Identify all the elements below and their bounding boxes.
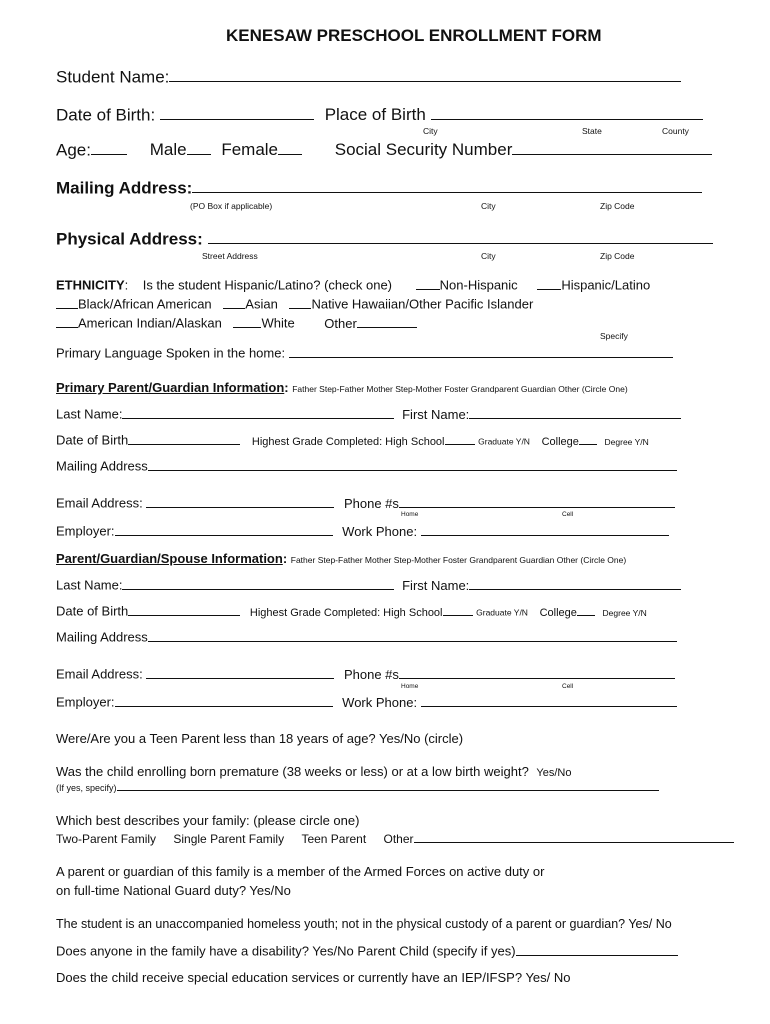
specify-hint: Specify [600,331,628,341]
mailing-city-hint: City [481,201,496,211]
g1-cell-hint: Cell [562,511,574,518]
female-field[interactable] [278,139,302,155]
family-single-parent[interactable]: Single Parent Family [173,831,285,846]
place-of-birth-label: Place of Birth [324,105,426,125]
g2-name-row [56,577,681,593]
g1-last-label: Last Name: [56,406,123,422]
family-options-row [56,831,734,846]
age-row [56,139,712,160]
non-hispanic-label: Non-Hispanic [439,277,518,293]
g1-degree-label: Degree Y/N [604,436,649,447]
ethnicity-row-2 [56,296,533,312]
g2-first-label: First Name: [402,577,470,593]
g1-mailing-row [56,458,677,474]
family-other[interactable]: Other [383,831,414,846]
premature-specify-label: (If yes, specify) [56,783,117,794]
dob-row [56,104,703,125]
g2-employer-field[interactable] [115,694,333,707]
g2-email-row [56,666,675,682]
language-field[interactable] [289,345,673,358]
g1-employer-row [56,523,669,539]
g1-email-row [56,495,675,511]
hispanic-label: Hispanic/Latino [561,277,651,293]
g2-dob-row [56,603,647,619]
dob-label: Date of Birth: [56,105,156,125]
homeless-question: The student is an unaccompanied homeless youth; not in the physical custody of a parent or guardian? Yes/ No [56,917,672,931]
language-label: Primary Language Spoken in the home: [56,345,286,361]
g2-college-field[interactable] [577,603,595,616]
premature-yn: Yes/No [536,767,572,779]
g2-cell-hint: Cell [562,683,574,690]
student-name-row [56,66,681,87]
physical-street-hint: Street Address [202,251,258,261]
g2-dob-field[interactable] [128,603,240,616]
guardian1-relations: Father Step-Father Mother Step-Mother Foster Grandparent Guardian Other (Circle One) [292,384,628,394]
g2-grade-label: Highest Grade Completed: High School [249,606,443,619]
student-name-field[interactable] [169,66,681,82]
g1-email-label: Email Address: [56,495,143,511]
guardian1-heading-row: Primary Parent/Guardian Information: Father Step-Father Mother Step-Mother Foster Grandparent Guardian Other (Circle One) [56,380,628,395]
g2-mailing-label: Mailing Address [56,629,148,645]
mailing-row: Mailing Address: [56,177,702,198]
g2-grad-label: Graduate Y/N [476,607,528,618]
premature-question: Was the child enrolling born premature (38 weeks or less) or at a low birth weight? [56,764,529,779]
pob-city-hint: City [423,126,438,136]
g2-phone-label: Phone #s [343,666,399,682]
g1-name-row [56,406,681,422]
g2-email-field[interactable] [146,666,334,679]
non-hispanic-check[interactable] [416,277,440,290]
mailing-field[interactable] [192,177,702,193]
ssn-field[interactable] [512,139,712,155]
g2-degree-label: Degree Y/N [602,607,647,618]
pob-county-hint: County [662,126,689,136]
hispanic-check[interactable] [537,277,561,290]
g1-phone-label: Phone #s [343,495,399,511]
other-label: Other [324,315,357,331]
ethnicity-row-3 [56,315,417,331]
g1-dob-field[interactable] [128,432,240,445]
guardian2-relations: Father Step-Father Mother Step-Mother Foster Grandparent Guardian Other (Circle One) [290,555,627,565]
ssn-label: Social Security Number [334,140,513,160]
g1-dob-label: Date of Birth [56,432,129,448]
g2-home-hint: Home [401,683,419,690]
physical-row: Physical Address: [56,228,713,249]
ethnicity-label: ETHNICITY [56,277,125,293]
ethnicity-question: Is the student Hispanic/Latino? (check one) [142,277,393,293]
g2-mailing-field[interactable] [148,629,677,642]
premature-specify-field[interactable] [117,782,659,791]
g1-college-field[interactable] [579,432,597,445]
mailing-po-hint: (PO Box if applicable) [190,201,273,211]
g2-employer-label: Employer: [56,694,115,710]
g2-work-label: Work Phone: [342,694,418,710]
disability-row [56,943,678,959]
asian-label: Asian [245,296,278,312]
g1-college-label: College [541,435,579,448]
physical-label: Physical Address [56,229,198,249]
page-title: KENESAW PRESCHOOL ENROLLMENT FORM [226,26,602,45]
family-question: Which best describes your family: (please circle one) [56,813,360,828]
g1-employer-label: Employer: [56,523,115,539]
pob-state-hint: State [582,126,602,136]
place-of-birth-field[interactable] [431,104,703,120]
male-label: Male [149,140,187,160]
physical-zip-hint: Zip Code [600,251,635,261]
g1-dob-row [56,432,649,448]
armed-forces-question-1: A parent or guardian of this family is a member of the Armed Forces on active duty or [56,864,545,879]
g2-email-label: Email Address: [56,666,143,682]
teen-parent-question: Were/Are you a Teen Parent less than 18 years of age? Yes/No (circle) [56,731,464,746]
pacific-label: Native Hawaiian/Other Pacific Islander [311,296,534,312]
g1-work-label: Work Phone: [342,523,418,539]
physical-city-hint: City [481,251,496,261]
disability-specify-field[interactable] [516,943,678,956]
g1-last-field[interactable] [122,406,394,419]
premature-row [56,764,571,779]
other-field[interactable] [357,315,417,328]
g1-first-field[interactable] [469,406,681,419]
dob-field[interactable] [160,104,314,120]
black-label: Black/African American [78,296,212,312]
disability-question: Does anyone in the family have a disability? Yes/No Parent Child (specify if yes) [56,943,516,959]
student-name-label: Student Name: [56,67,170,87]
male-field[interactable] [187,139,211,155]
premature-specify-row [56,782,659,793]
g1-first-label: First Name: [402,406,470,422]
g2-first-field[interactable] [469,577,681,590]
g2-last-field[interactable] [122,577,394,590]
language-row [56,345,673,361]
g2-work-field[interactable] [421,694,677,707]
g1-home-hint: Home [401,511,419,518]
ethnicity-row-1: ETHNICITY: Is the student Hispanic/Latino? (check one) Non-Hispanic Hispanic/Latino [56,277,651,293]
black-check[interactable] [56,296,78,309]
asian-check[interactable] [223,296,245,309]
g1-grad-label: Graduate Y/N [478,436,530,447]
mailing-label: Mailing Address [56,178,187,198]
g1-grade-label: Highest Grade Completed: High School [251,435,445,448]
pacific-check[interactable] [289,296,311,309]
g2-phone-field[interactable] [399,666,675,679]
g1-work-field[interactable] [421,523,669,536]
g2-employer-row [56,694,677,710]
g1-mailing-field[interactable] [148,458,677,471]
g2-dob-label: Date of Birth [56,603,129,619]
g2-mailing-row [56,629,677,645]
guardian2-heading-row: Parent/Guardian/Spouse Information: Father Step-Father Mother Step-Mother Foster Grandparent Guardian Other (Circle One) [56,551,627,566]
white-check[interactable] [233,315,261,328]
family-teen-parent[interactable]: Teen Parent [301,831,367,846]
age-label: Age: [56,140,91,160]
guardian1-heading: Primary Parent/Guardian Information [56,380,285,395]
physical-field[interactable] [208,228,713,244]
female-label: Female [221,140,278,160]
g1-hs-field[interactable] [445,432,475,445]
g2-college-label: College [539,606,577,619]
guardian2-heading: Parent/Guardian/Spouse Information [56,551,283,566]
g1-employer-field[interactable] [115,523,333,536]
native-check[interactable] [56,315,78,328]
mailing-zip-hint: Zip Code [600,201,635,211]
family-two-parent[interactable]: Two-Parent Family [56,831,157,846]
family-other-field[interactable] [414,831,734,843]
g1-mailing-label: Mailing Address [56,458,148,474]
armed-forces-question-2: on full-time National Guard duty? Yes/No [56,883,291,898]
iep-question: Does the child receive special education services or currently have an IEP/IFSP? Yes/ No [56,970,571,985]
g2-last-label: Last Name: [56,577,123,593]
g2-hs-field[interactable] [443,603,473,616]
white-label: White [261,315,295,331]
native-label: American Indian/Alaskan [78,315,222,331]
age-field[interactable] [91,139,127,155]
g1-phone-field[interactable] [399,495,675,508]
g1-email-field[interactable] [146,495,334,508]
